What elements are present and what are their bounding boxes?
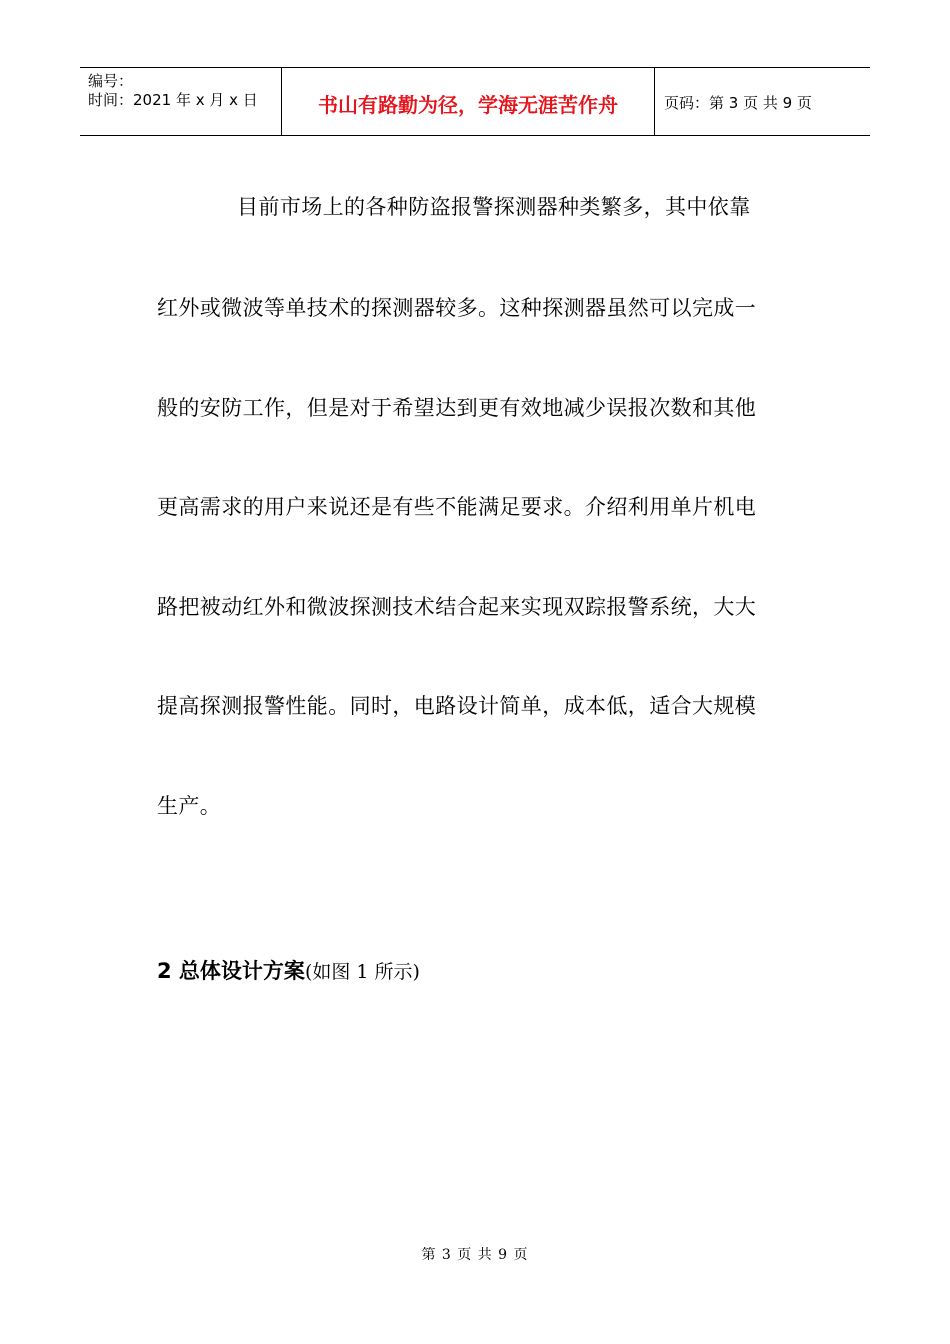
header-motto: 书山有路勤为径，学海无涯苦作舟 xyxy=(318,93,618,117)
page-footer: 第 3 页 共 9 页 xyxy=(421,1247,529,1263)
section-title: 2 总体设计方案 xyxy=(157,959,305,983)
body-paragraph-line: 更高需求的用户来说还是有些不能满足要求。介绍利用单片机电 xyxy=(157,495,757,519)
body-paragraph-line: 提高探测报警性能。同时，电路设计简单，成本低，适合大规模 xyxy=(157,694,757,718)
body-paragraph-line: 路把被动红外和微波探测技术结合起来实现双踪报警系统，大大 xyxy=(157,595,757,619)
header-table xyxy=(80,67,870,136)
document-time-label: 时间：2021 年 x 月 x 日 xyxy=(88,91,258,109)
body-paragraph-line: 目前市场上的各种防盗报警探测器种类繁多，其中依靠 xyxy=(237,195,751,219)
body-paragraph-line: 般的安防工作，但是对于希望达到更有效地减少误报次数和其他 xyxy=(157,396,757,420)
header-page-cell xyxy=(655,68,870,135)
body-paragraph-line: 生产。 xyxy=(157,794,222,818)
header-meta-cell xyxy=(80,68,282,135)
header-motto-cell xyxy=(282,68,655,135)
body-paragraph-line: 红外或微波等单技术的探测器较多。这种探测器虽然可以完成一 xyxy=(157,296,757,320)
header-page-code: 页码：第 3 页 共 9 页 xyxy=(664,94,812,112)
section-note: (如图 1 所示) xyxy=(304,961,420,983)
section-heading xyxy=(157,957,420,986)
document-number-label: 编号： xyxy=(88,72,134,90)
